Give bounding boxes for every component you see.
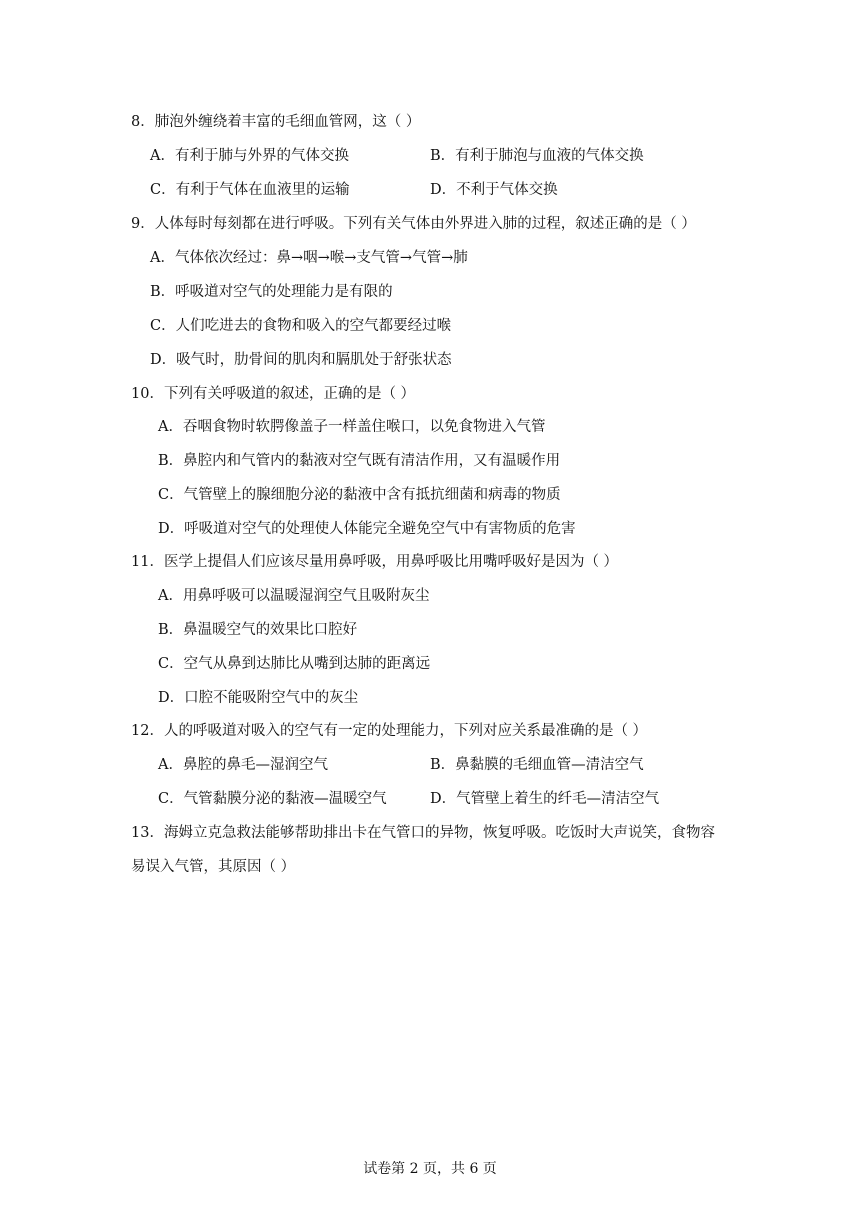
question-9-option-d: D．吸气时，肋骨间的肌肉和膈肌处于舒张状态 <box>150 352 452 368</box>
question-13-stem-line-2: 易误入气管，其原因（ ） <box>131 859 296 875</box>
question-10-option-c: C．气管壁上的腺细胞分泌的黏液中含有抵抗细菌和病毒的物质 <box>158 487 561 503</box>
question-10-option-a: A．吞咽食物时软腭像盖子一样盖住喉口，以免食物进入气管 <box>158 419 546 435</box>
question-11-option-a: A．用鼻呼吸可以温暖湿润空气且吸附灰尘 <box>158 588 430 604</box>
question-11-option-b: B．鼻温暖空气的效果比口腔好 <box>158 622 358 638</box>
question-11-stem: 11．医学上提倡人们应该尽量用鼻呼吸，用鼻呼吸比用嘴呼吸好是因为（ ） <box>131 554 619 570</box>
question-12-stem: 12．人的呼吸道对吸入的空气有一定的处理能力，下列对应关系最准确的是（ ） <box>131 723 648 739</box>
question-11-option-c: C．空气从鼻到达肺比从嘴到达肺的距离远 <box>158 656 431 672</box>
question-8-option-b: B．有利于肺泡与血液的气体交换 <box>430 148 644 164</box>
question-11-option-d: D．口腔不能吸附空气中的灰尘 <box>158 690 359 706</box>
question-9-option-c: C．人们吃进去的食物和吸入的空气都要经过喉 <box>150 318 452 334</box>
question-8-stem: 8．肺泡外缠绕着丰富的毛细血管网，这（ ） <box>131 114 421 130</box>
question-12-option-d: D．气管壁上着生的纤毛—清洁空气 <box>430 791 660 807</box>
question-10-option-b: B．鼻腔内和气管内的黏液对空气既有清洁作用，又有温暖作用 <box>158 453 561 469</box>
question-12-option-c: C．气管黏膜分泌的黏液—温暖空气 <box>158 791 387 807</box>
question-9-option-a: A．气体依次经过：鼻→咽→喉→支气管→气管→肺 <box>150 250 468 266</box>
question-10-option-d: D．呼吸道对空气的处理使人体能完全避免空气中有害物质的危害 <box>158 521 576 537</box>
question-12-option-b: B．鼻黏膜的毛细血管—清洁空气 <box>430 757 644 773</box>
question-8-option-a: A．有利于肺与外界的气体交换 <box>150 148 349 164</box>
page-footer: 试卷第 2 页，共 6 页 <box>363 1161 497 1177</box>
question-9-option-b: B．呼吸道对空气的处理能力是有限的 <box>150 284 393 300</box>
question-8-option-d: D．不利于气体交换 <box>430 182 558 198</box>
question-10-stem: 10．下列有关呼吸道的叙述，正确的是（ ） <box>131 386 416 402</box>
question-12-option-a: A．鼻腔的鼻毛—湿润空气 <box>158 757 328 773</box>
question-13-stem-line-1: 13．海姆立克急救法能够帮助排出卡在气管口的异物，恢复呼吸。吃饭时大声说笑，食物容 <box>131 825 715 841</box>
question-8-option-c: C．有利于气体在血液里的运输 <box>150 182 350 198</box>
question-9-stem: 9．人体每时每刻都在进行呼吸。下列有关气体由外界进入肺的过程，叙述正确的是（ ） <box>131 216 696 232</box>
